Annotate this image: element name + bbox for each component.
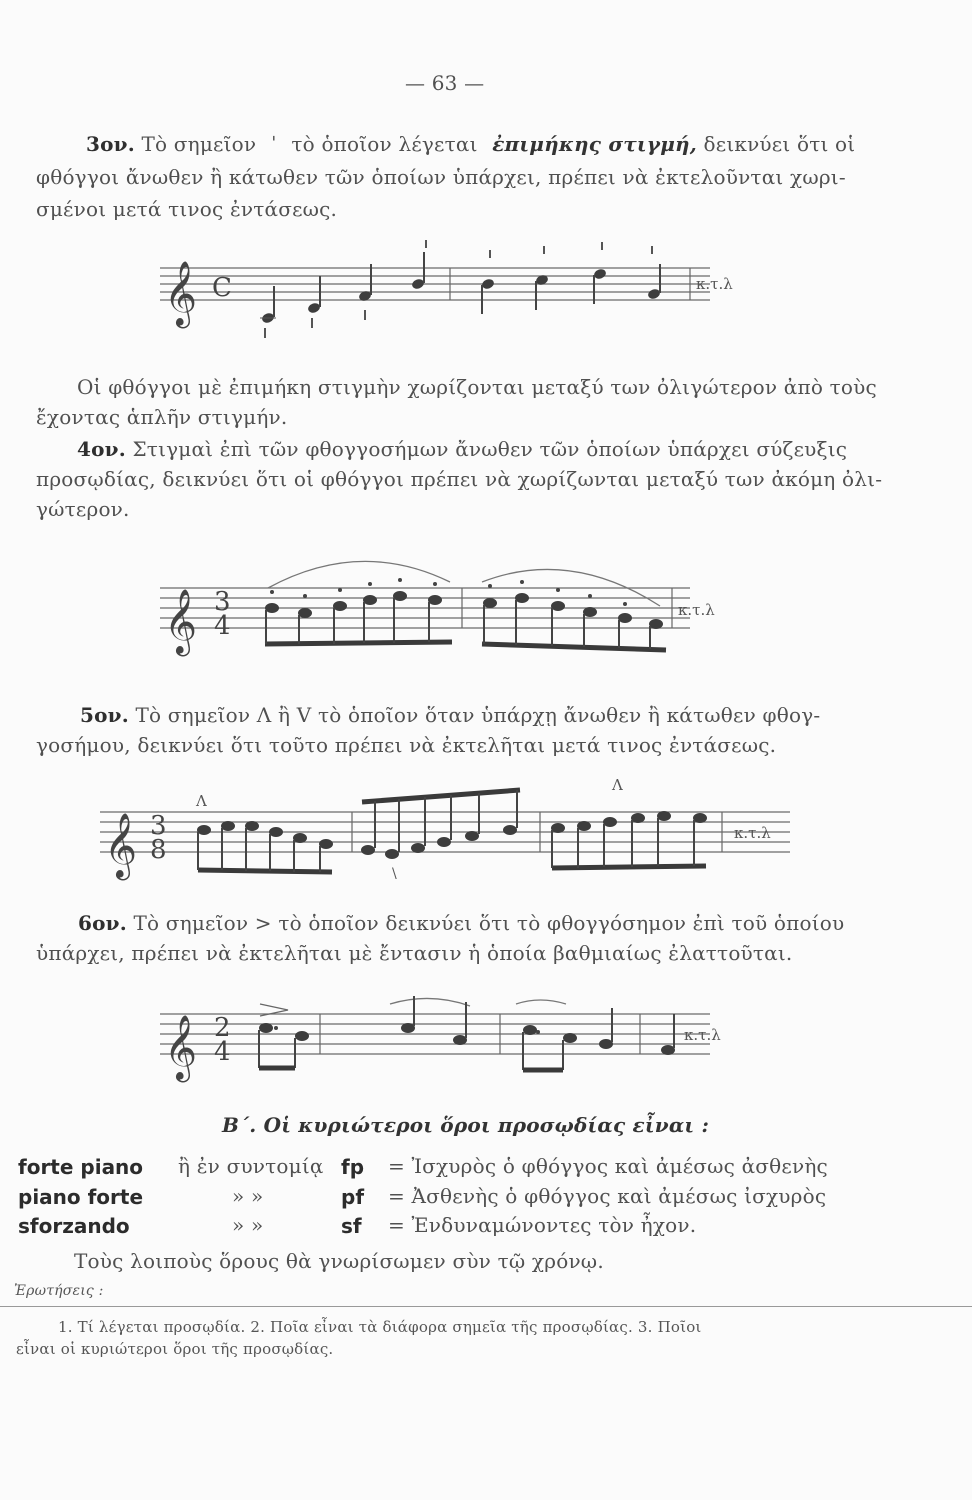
term-name: sforzando xyxy=(18,1214,130,1238)
note xyxy=(393,591,407,601)
note xyxy=(437,837,451,847)
closing-line: Τοὺς λοιποὺς ὅρους θὰ γνωρίσωμεν σὺν τῷ χρόνῳ. xyxy=(74,1249,604,1273)
marcato-accent: Λ xyxy=(196,792,207,810)
note xyxy=(269,827,283,837)
term-name: forte piano xyxy=(18,1155,144,1179)
questions-line-1: 1. Τί λέγεται προσῳδία. 2. Ποῖα εἶναι τὰ διάφορα σημεῖα τῆς προσῳδίας. 3. Ποῖοι xyxy=(58,1318,702,1336)
time-signature-top: 3 xyxy=(150,811,167,841)
note xyxy=(298,608,312,618)
slur xyxy=(390,998,470,1006)
time-signature-bottom: 4 xyxy=(214,611,231,641)
notes xyxy=(265,591,663,629)
section-5-text: Τὸ σημεῖον Λ ἢ V τὸ ὁποῖον ὅταν ὑπάρχῃ ἄνωθεν ἢ κάτωθεν φθογ- xyxy=(135,703,821,727)
note xyxy=(551,823,565,833)
section-3-text-a: Τὸ σημεῖον xyxy=(141,132,257,156)
term-name: piano forte xyxy=(18,1185,144,1209)
up-bow-mark-icon: \ xyxy=(392,866,397,882)
note xyxy=(265,603,279,613)
term-abbr: sf xyxy=(341,1214,362,1238)
section-3-text-c: δεικνύει ὅτι οἱ xyxy=(703,132,856,156)
time-signature-bottom: 8 xyxy=(150,835,167,865)
note xyxy=(583,607,597,617)
section-4-text: Στιγμαὶ ἐπὶ τῶν φθογγοσήμων ἄνωθεν τῶν ὁποίων ὑπάρχει σύζευξις xyxy=(132,437,848,461)
section-3-text-b: τὸ ὁποῖον λέγεται xyxy=(291,132,478,156)
music-example-2 xyxy=(160,548,720,668)
note xyxy=(411,843,425,853)
term-connector: ἢ ἐν συντομίᾳ xyxy=(178,1154,324,1178)
note xyxy=(523,1025,537,1035)
section-6-lead: 6ον. xyxy=(78,911,127,935)
term-meaning: = Ἀσθενὴς ὁ φθόγγος καὶ ἀμέσως ἰσχυρὸς xyxy=(388,1184,827,1208)
treble-clef-icon: 𝄞 xyxy=(164,589,198,654)
note xyxy=(465,831,479,841)
note xyxy=(333,601,347,611)
slur xyxy=(516,1000,566,1004)
questions-heading: Ἐρωτήσεις : xyxy=(14,1283,104,1299)
note xyxy=(503,825,517,835)
term-meaning: = Ἰσχυρὸς ὁ φθόγγος καὶ ἀμέσως ἀσθενὴς xyxy=(388,1154,828,1178)
beams xyxy=(265,642,666,650)
note xyxy=(293,833,307,843)
note xyxy=(599,1039,613,1049)
page-number: — 63 — xyxy=(405,71,485,95)
section-4-lead: 4ον. xyxy=(77,437,126,461)
time-signature-top: 2 xyxy=(214,1013,231,1043)
etc-label: κ.τ.λ xyxy=(696,275,733,293)
treble-clef-icon: 𝄞 xyxy=(164,1015,198,1080)
section-3-lead: 3ον. xyxy=(86,132,135,156)
etc-label: κ.τ.λ xyxy=(734,824,771,842)
section-4-line-2: προσῳδίας, δεικνύει ὅτι οἱ φθόγγοι πρέπει νὰ χωρίζωνται μεταξύ των ἀκόμη ὀλι- xyxy=(36,467,883,491)
section-3-line-3: σμένοι μετά τινος ἐντάσεως. xyxy=(36,197,338,221)
note xyxy=(631,813,645,823)
section-4-line-1 xyxy=(77,436,847,462)
section-3-line-2: φθόγγοι ἄνωθεν ἢ κάτωθεν τῶν ὁποίων ὑπάρχει, πρέπει νὰ ἐκτελοῦνται χωρι- xyxy=(36,165,846,189)
section-5-lead: 5ον. xyxy=(80,703,129,727)
music-example-1 xyxy=(160,230,740,350)
music-example-4 xyxy=(160,990,740,1090)
section-5-line-2: γοσήμου, δεικνύει ὅτι τοῦτο πρέπει νὰ ἐκτελῆται μετά τινος ἐντάσεως. xyxy=(36,733,777,757)
section-b-title-text: Β΄. Οἱ κυριώτεροι ὅροι προσῳδίας εἶναι : xyxy=(222,1113,710,1137)
note xyxy=(453,1035,467,1045)
staff-lines xyxy=(160,588,690,628)
note xyxy=(661,1045,675,1055)
notes xyxy=(260,252,661,324)
note xyxy=(649,619,663,629)
staccato-dots xyxy=(270,578,627,606)
note xyxy=(197,825,211,835)
section-5-line-1 xyxy=(80,702,820,728)
note xyxy=(577,821,591,831)
staff-lines xyxy=(160,1014,710,1054)
section-6-text: Τὸ σημεῖον > τὸ ὁποῖον δεικνύει ὅτι τὸ φθογγόσημον ἐπὶ τοῦ ὁποίου xyxy=(133,911,845,935)
treble-clef-icon: 𝄞 xyxy=(164,261,198,326)
music-example-3 xyxy=(100,776,820,892)
note xyxy=(361,845,375,855)
paragraph-line-2: ἔχοντας ἁπλῆν στιγμήν. xyxy=(36,405,288,429)
note xyxy=(563,1033,577,1043)
term-meaning: = Ἐνδυναμώνοντες τὸν ἦχον. xyxy=(388,1213,697,1237)
note xyxy=(693,813,707,823)
note xyxy=(319,839,333,849)
beams xyxy=(259,1068,563,1070)
etc-label: κ.τ.λ xyxy=(678,601,715,619)
note xyxy=(483,598,497,608)
term-connector: » » xyxy=(232,1184,264,1208)
etc-label: κ.τ.λ xyxy=(684,1026,721,1044)
time-signature: C xyxy=(212,273,232,303)
note xyxy=(428,595,442,605)
section-6-line-1 xyxy=(78,910,844,936)
marcato-accent: Λ xyxy=(612,776,623,794)
section-3-term: ἐπιμήκης στιγμή, xyxy=(492,132,697,156)
note xyxy=(618,613,632,623)
treble-clef-icon: 𝄞 xyxy=(104,813,138,878)
note xyxy=(515,593,529,603)
section-6-line-2: ὑπάρχει, πρέπει νὰ ἐκτελῆται μὲ ἔντασιν ἡ ὁποία βαθμιαίως ἐλαττοῦται. xyxy=(36,941,793,965)
section-b-title xyxy=(222,1112,709,1138)
staff-lines xyxy=(160,268,710,300)
note xyxy=(603,817,617,827)
paragraph-line-1: Οἱ φθόγγοι μὲ ἐπιμήκη στιγμὴν χωρίζονται μεταξύ των ὀλιγώτερον ἀπὸ τοὺς xyxy=(77,375,877,399)
note xyxy=(363,595,377,605)
term-abbr: pf xyxy=(341,1185,365,1209)
slur xyxy=(268,561,450,588)
divider xyxy=(0,1306,972,1307)
note xyxy=(401,1023,415,1033)
note xyxy=(259,1023,273,1033)
section-4-line-3: γώτερον. xyxy=(36,497,130,521)
note xyxy=(295,1031,309,1041)
note-stems xyxy=(259,996,674,1070)
section-3-line-1 xyxy=(86,131,855,157)
note xyxy=(221,821,235,831)
questions-line-2: εἶναι οἱ κυριώτεροι ὅροι τῆς προσῳδίας. xyxy=(16,1340,334,1358)
note xyxy=(385,849,399,859)
time-signature-bottom: 4 xyxy=(214,1037,231,1067)
note xyxy=(245,821,259,831)
dash-mark-icon: ˈ xyxy=(270,132,277,156)
note xyxy=(657,811,671,821)
term-abbr: fp xyxy=(341,1155,365,1179)
term-connector: » » xyxy=(232,1213,264,1237)
note xyxy=(551,601,565,611)
time-signature-top: 3 xyxy=(214,587,231,617)
